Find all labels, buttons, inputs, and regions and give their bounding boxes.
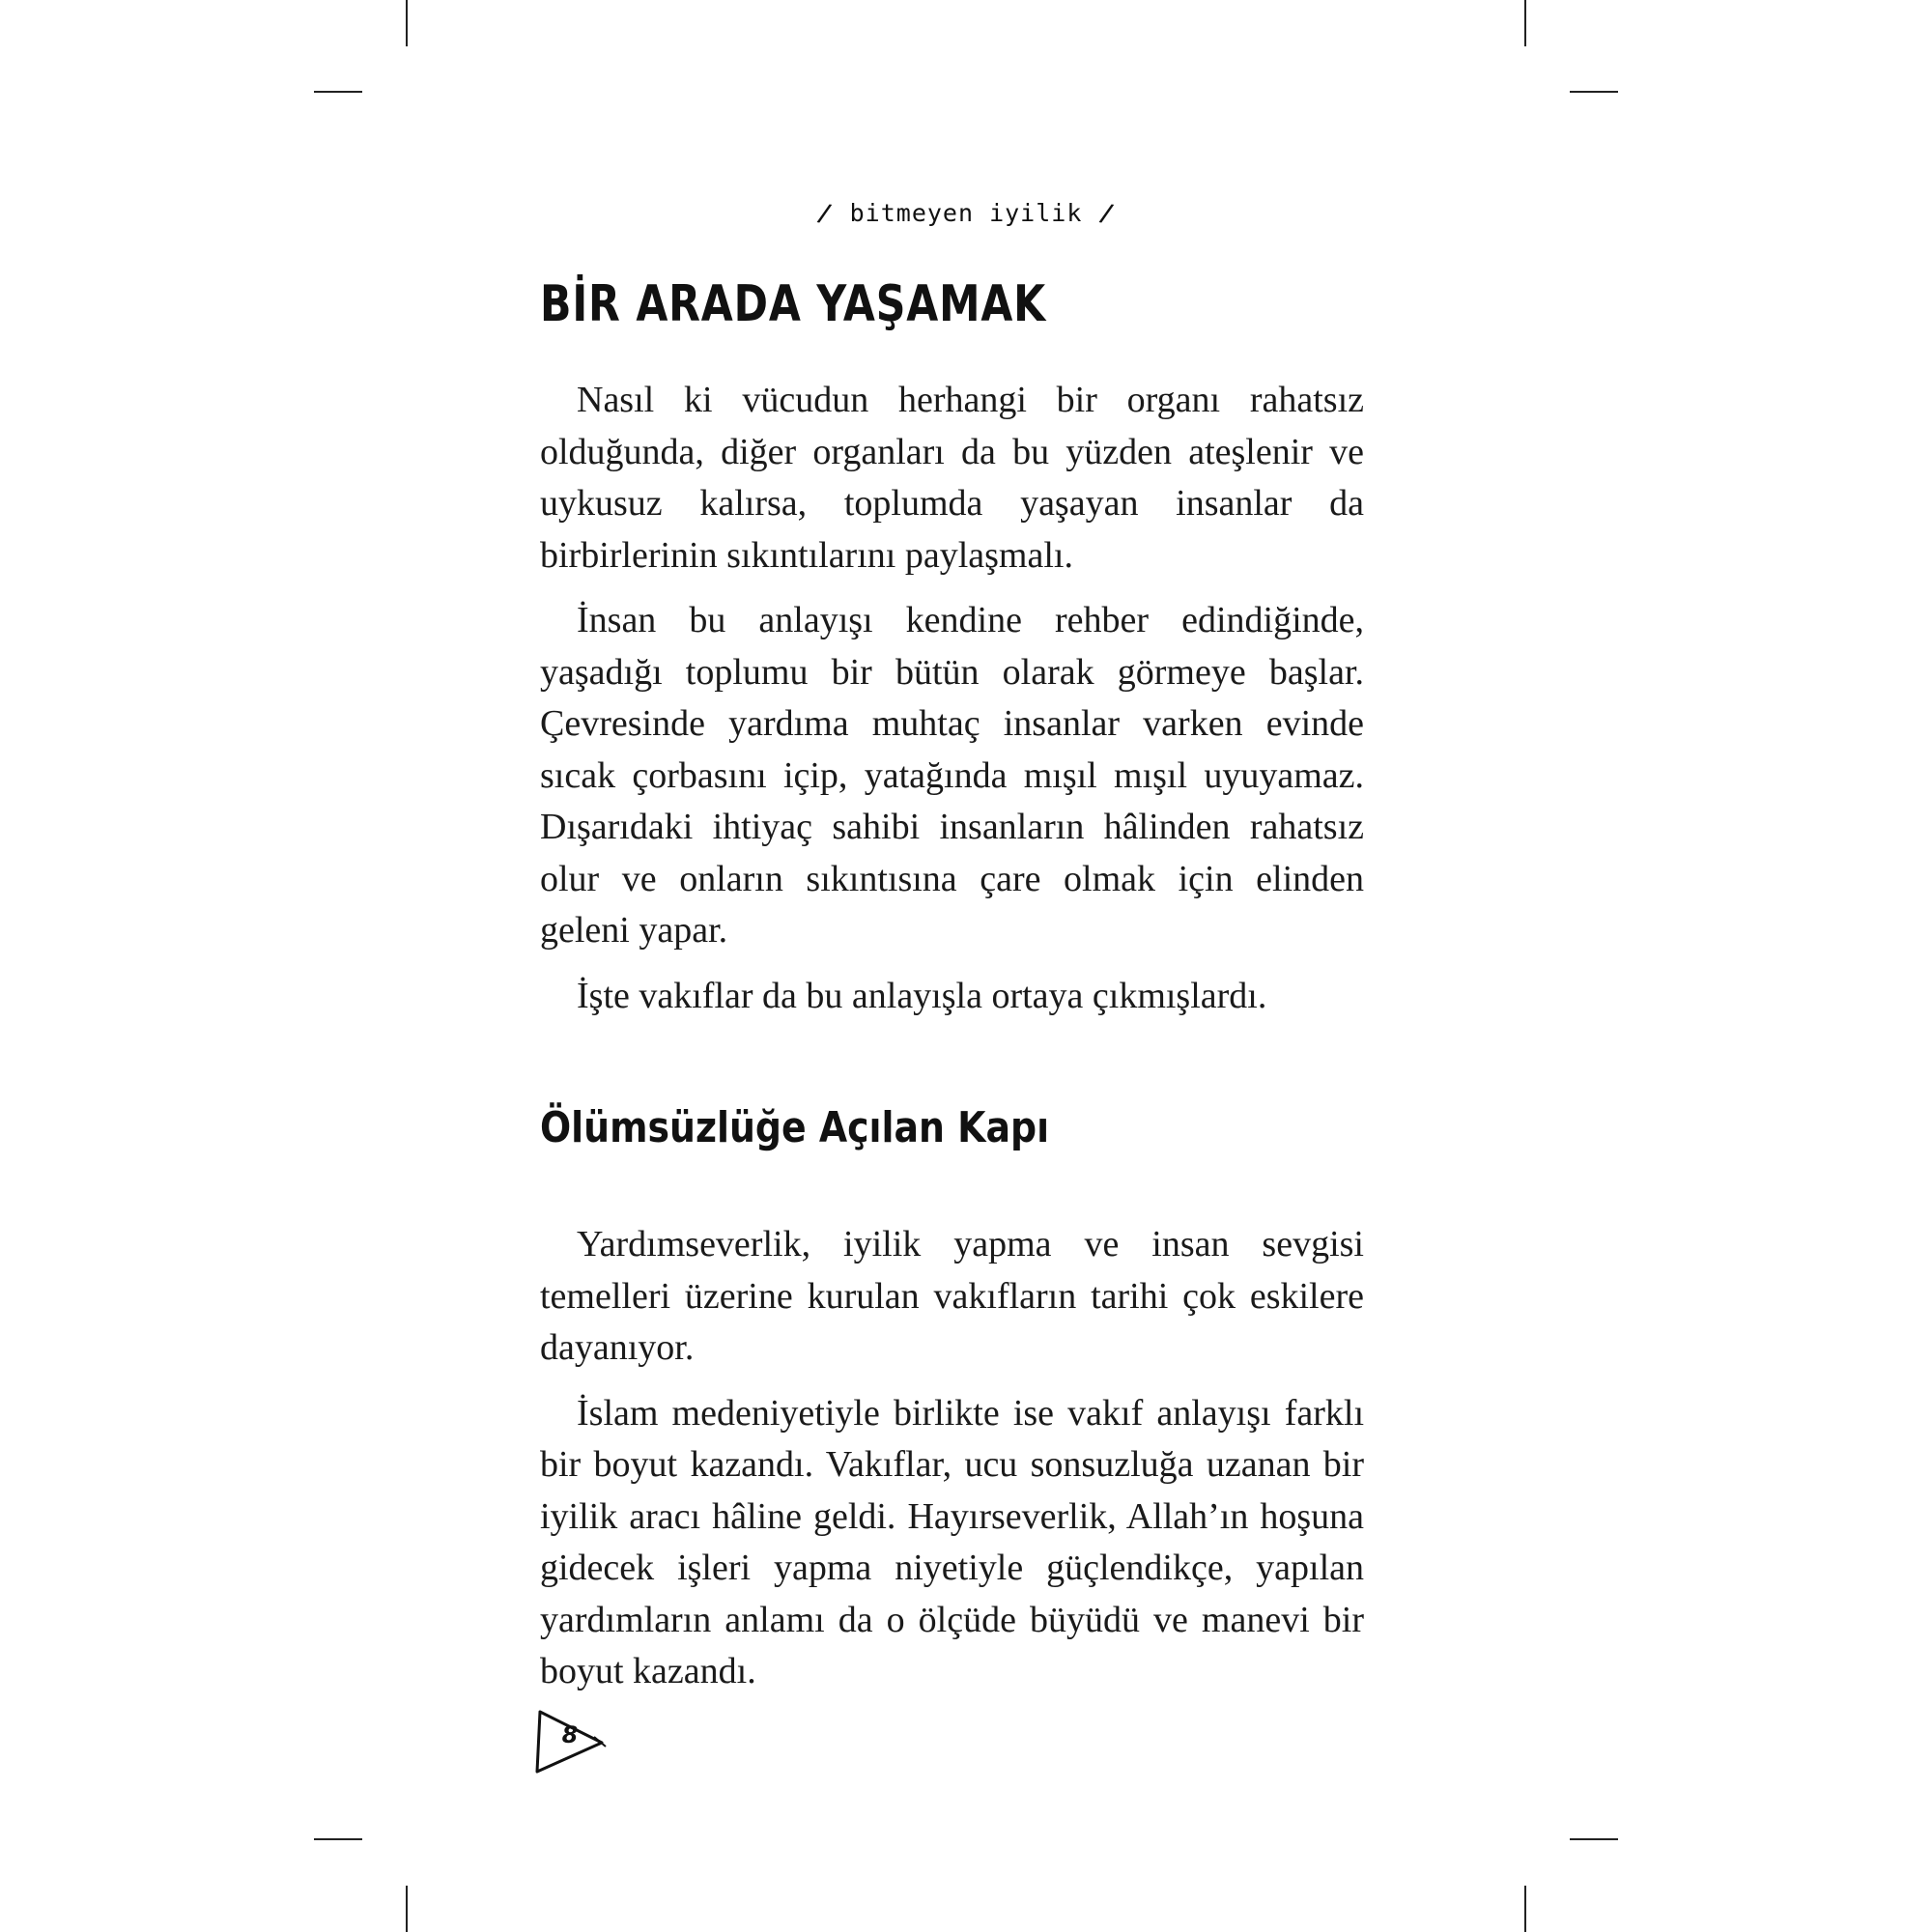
crop-mark-top-left-horizontal (314, 91, 362, 93)
slash-decoration-left: / (814, 197, 836, 229)
slash-decoration-right: / (1096, 197, 1118, 229)
page-number-marker (534, 1708, 611, 1776)
crop-mark-bottom-right-vertical (1524, 1886, 1526, 1932)
chapter-title: BİR ARADA YAŞAMAK (540, 275, 1047, 333)
running-head-text: bitmeyen iyilik (849, 199, 1083, 227)
crop-mark-bottom-right-horizontal (1570, 1838, 1618, 1840)
page-body (540, 270, 1364, 1712)
body-paragraph: İslam medeniyetiyle birlikte ise vakıf anlayışı farklı bir boyut kazandı. Vakıflar, ucu sonsuzluğa uzanan bir iyilik aracı hâline geldi. Hayırseverlik, Allah’ın hoşuna gidecek işleri yapma niyetiyle güçlendikçe, yapılan yardımların anlamı da o ölçüde büyüdü ve manevi bir boyut kazandı. (540, 1392, 1364, 1691)
body-paragraph: Yardımseverlik, iyilik yapma ve insan sevgisi temelleri üzerine kurulan vakıfların tarihi çok eskilere dayanıyor. (540, 1224, 1364, 1368)
crop-mark-top-left-vertical (406, 0, 408, 46)
crop-mark-bottom-left-vertical (406, 1886, 408, 1932)
crop-mark-bottom-left-horizontal (314, 1838, 362, 1840)
body-paragraph: Nasıl ki vücudun herhangi bir organı rahatsız olduğunda, diğer organları da bu yüzden ateşlenir ve uykusuz kalırsa, toplumda yaşayan insanlar da birbirlerinin sıkıntılarını paylaşmalı. (540, 380, 1364, 576)
section-title: Ölümsüzlüğe Açılan Kapı (540, 1103, 1050, 1152)
crop-mark-top-right-vertical (1524, 0, 1526, 46)
body-paragraph: İnsan bu anlayışı kendine rehber edindiğinde, yaşadığı toplumu bir bütün olarak görmeye başlar. Çevresinde yardıma muhtaç insanlar varken evinde sıcak çorbasını içip, yatağında mışıl mışıl uyuyamaz. Dışarıdaki ihtiyaç sahibi insanların hâlinden rahatsız olur ve onların sıkıntısına çare olmak için elinden geleni yapar. (540, 600, 1364, 951)
body-paragraph: İşte vakıflar da bu anlayışla ortaya çıkmışlardı. (577, 975, 1267, 1016)
page-number: 8 (561, 1721, 579, 1748)
running-head (0, 199, 1932, 227)
crop-mark-top-right-horizontal (1570, 91, 1618, 93)
